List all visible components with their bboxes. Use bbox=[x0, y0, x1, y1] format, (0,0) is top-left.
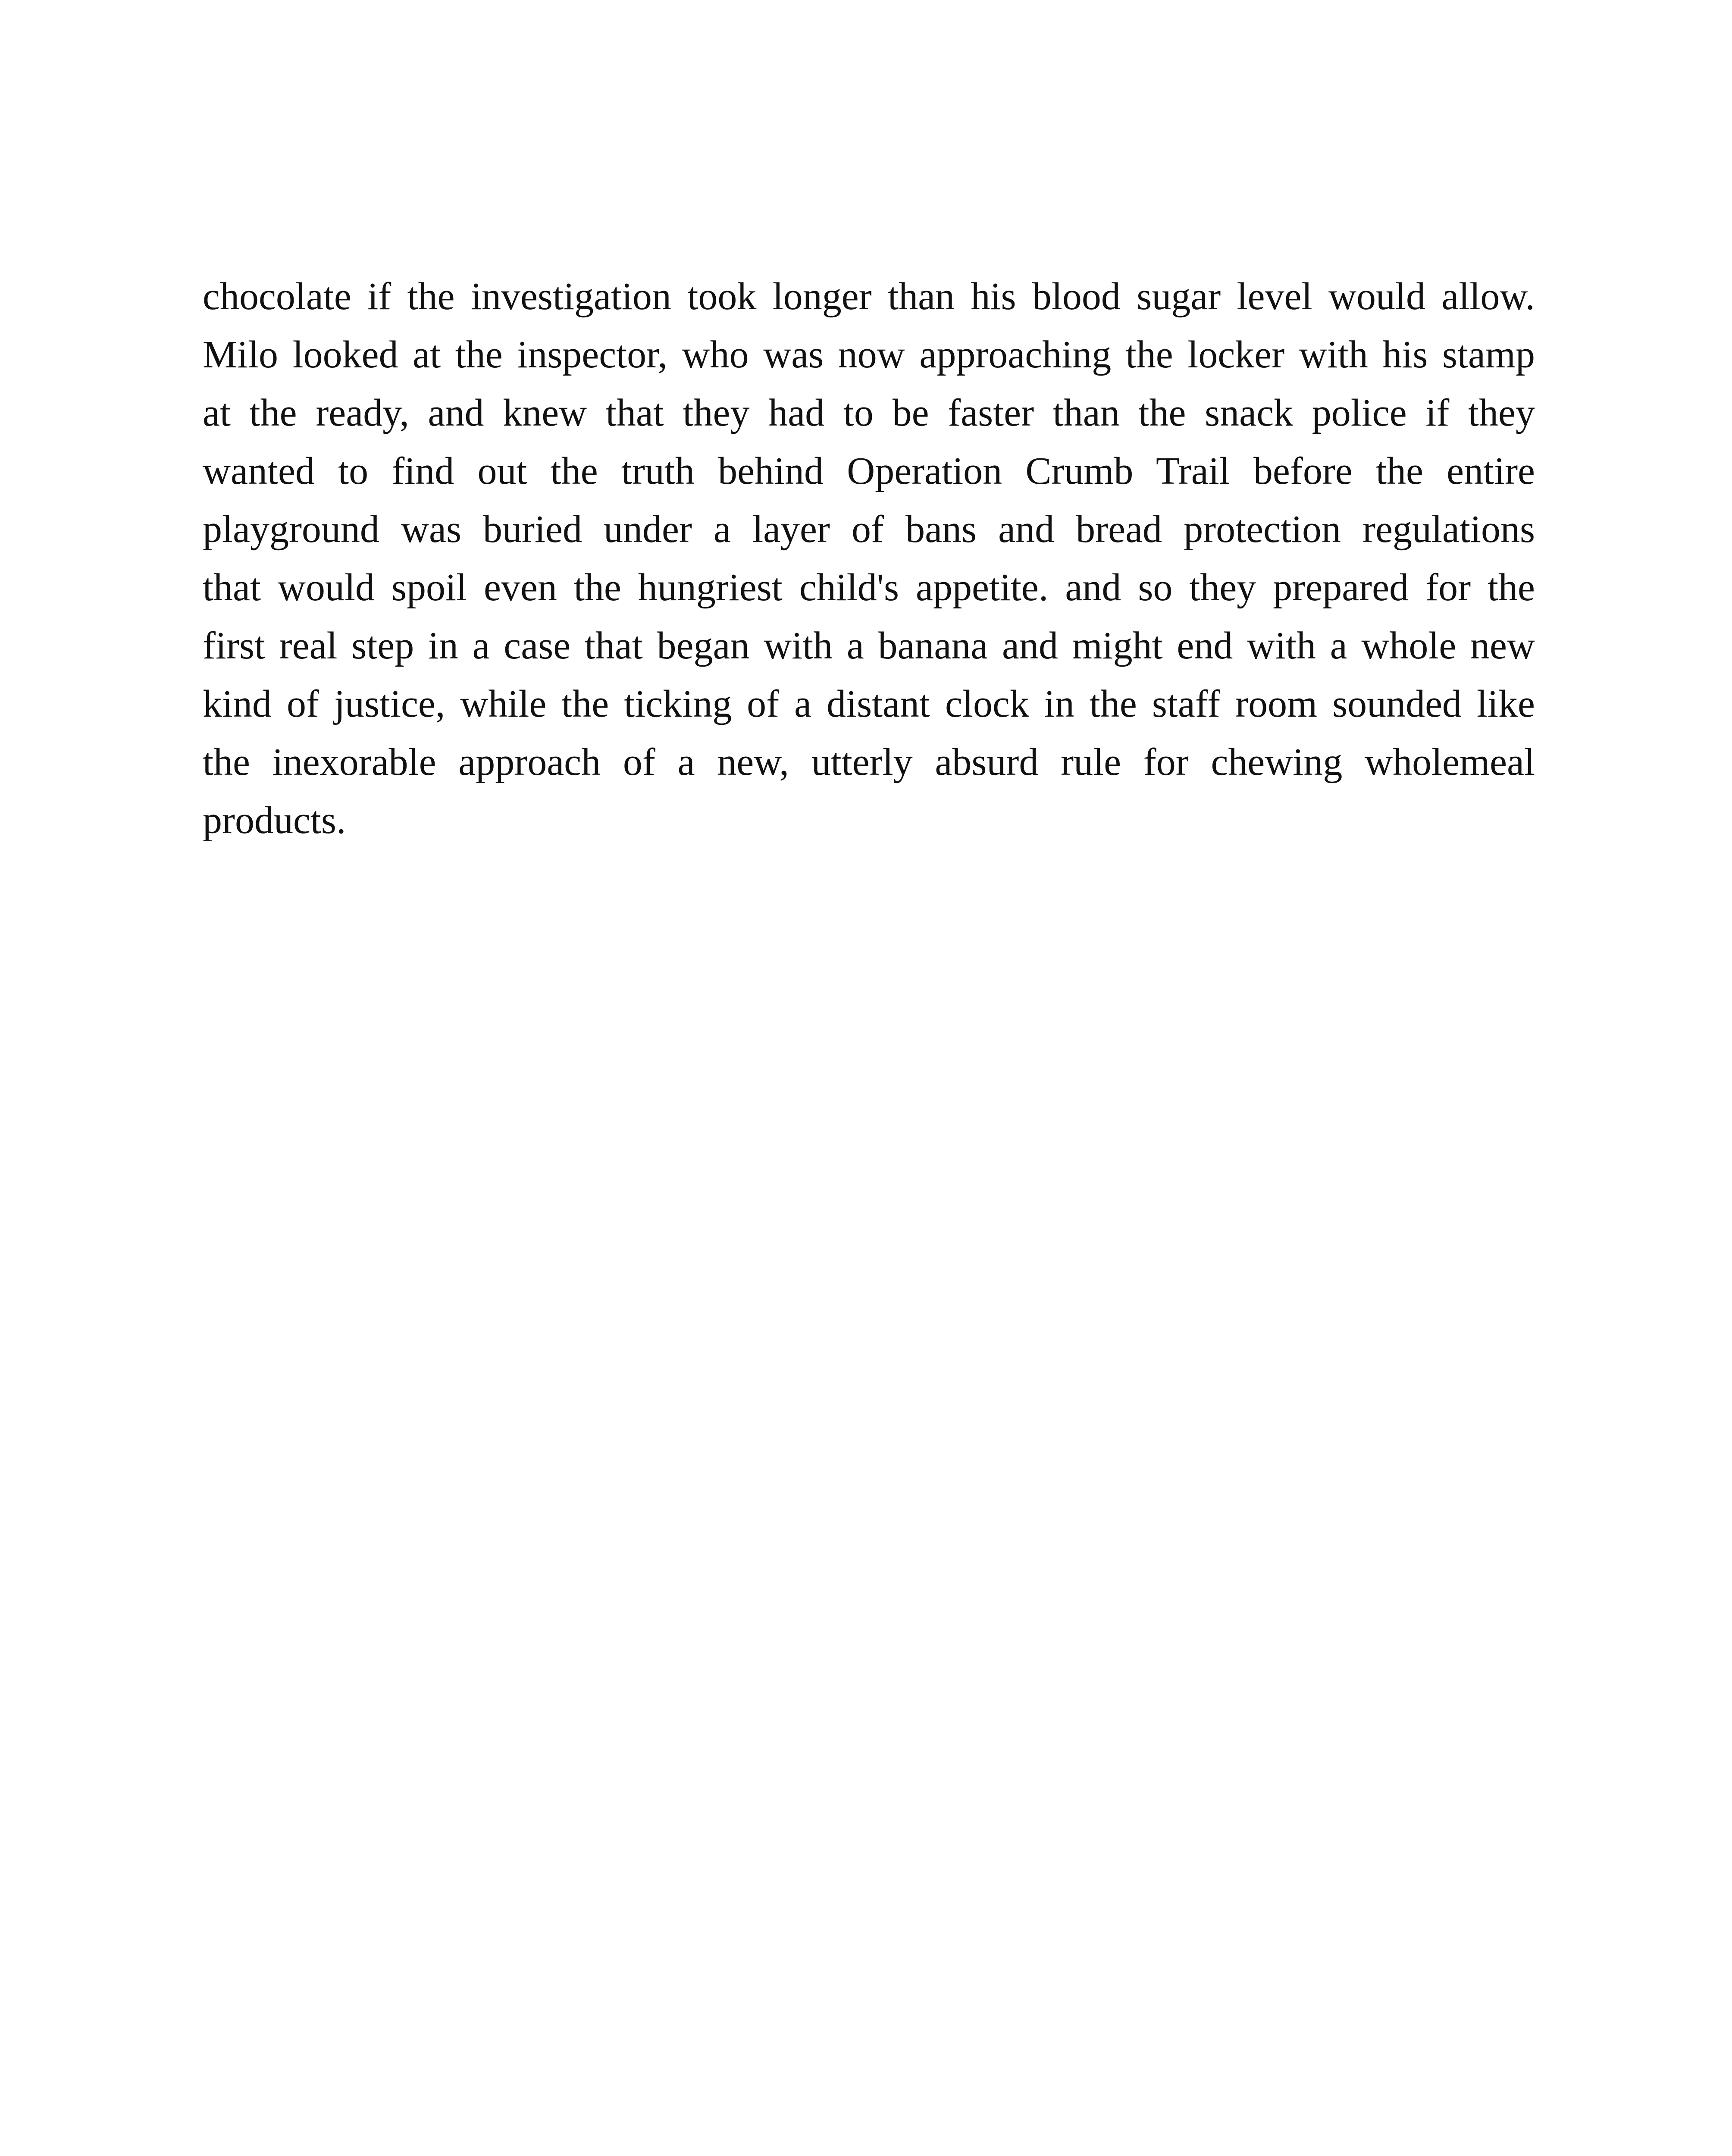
body-paragraph bbox=[203, 267, 1535, 849]
paragraph-line: playground was buried under a layer of bans and bread protection regulations bbox=[203, 508, 1535, 551]
paragraph-line: the inexorable approach of a new, utterly absurd rule for chewing wholemeal bbox=[203, 741, 1535, 783]
paragraph-line: products. bbox=[203, 799, 346, 842]
paragraph-line: chocolate if the investigation took longer than his blood sugar level would allow. bbox=[203, 275, 1535, 318]
paragraph-line: kind of justice, while the ticking of a distant clock in the staff room sounded like bbox=[203, 683, 1535, 725]
paragraph-line: first real step in a case that began with a banana and might end with a whole new bbox=[203, 624, 1535, 667]
paragraph-line: at the ready, and knew that they had to be faster than the snack police if they bbox=[203, 392, 1535, 434]
paragraph-line: that would spoil even the hungriest child's appetite. and so they prepared for the bbox=[203, 566, 1535, 609]
paragraph-line: wanted to find out the truth behind Operation Crumb Trail before the entire bbox=[203, 450, 1535, 492]
paragraph-line: Milo looked at the inspector, who was now approaching the locker with his stamp bbox=[203, 333, 1535, 376]
